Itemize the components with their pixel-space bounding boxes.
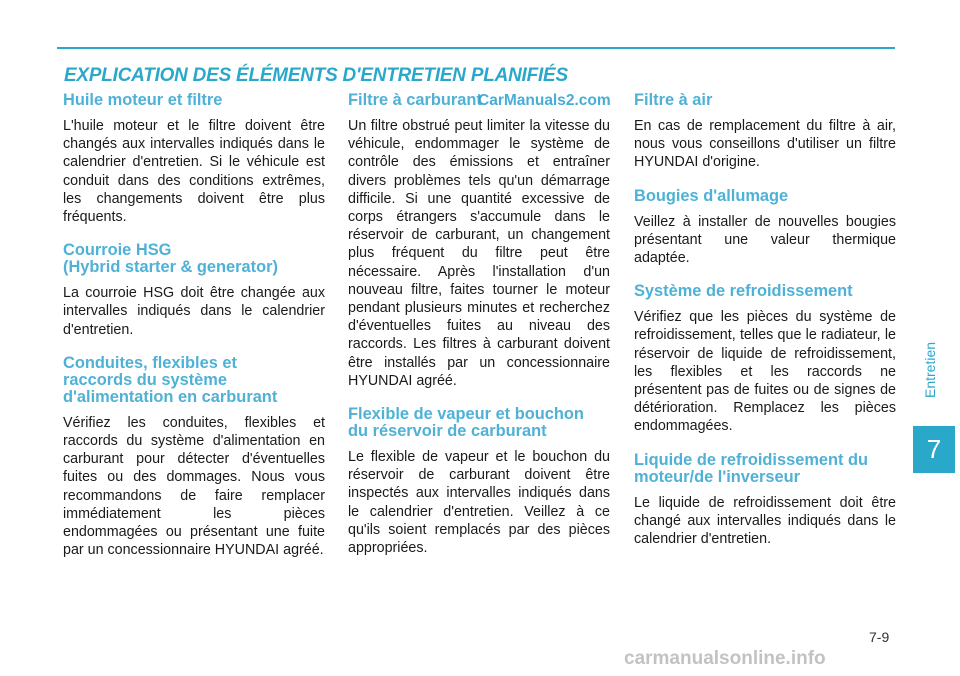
- section-body: La courroie HSG doit être changée aux intervalles indiqués dans le calendrier d'entretien.: [63, 285, 325, 338]
- section-title: Bougies d'allumage: [634, 186, 789, 205]
- section-body: Le flexible de vapeur et le bouchon du réservoir de carburant doivent être inspectés aux intervalles indiqués dans le calendrier d'entretien. Veillez à ce qu'ils soient remplacés par des pièces appropriées.: [348, 449, 610, 557]
- text-column-2: [348, 92, 610, 573]
- section-fuel-lines: [63, 355, 325, 560]
- section-oil-filter: [63, 92, 325, 226]
- section-cooling-system: [634, 283, 896, 435]
- section-coolant: [634, 452, 896, 549]
- section-spark-plugs: [634, 188, 896, 268]
- section-title: Liquide de refroidissement du moteur/de l'inverseur: [634, 450, 869, 486]
- section-body: Un filtre obstrué peut limiter la vitesse du véhicule, endommager le système de contrôle des émissions et entraîner divers problèmes tels qu'un démarrage difficile. Si une quantité excessive de corps étrangers s'accumule dans le réservoir de carburant, un changement plus fréquent du filtre peut être nécessaire. Après l'installation d'un nouveau filtre, faites tourner le moteur pendant plusieurs minutes et recherchez d'éventuelles fuites au niveau des raccords. Les filtres à carburant doivent être installés par un concessionnaire HYUNDAI agréé.: [348, 118, 610, 389]
- watermark-carmanualsonline: carmanualsonline.info: [624, 648, 826, 669]
- section-body: En cas de remplacement du filtre à air, nous vous conseillons d'utiliser un filtre HYUNDAI d'origine.: [634, 118, 896, 171]
- watermark-carmanuals2: CarManuals2.com: [478, 92, 611, 109]
- section-title: Courroie HSG (Hybrid starter & generator): [63, 241, 278, 277]
- section-title: Flexible de vapeur et bouchon du réservoir de carburant: [348, 405, 584, 441]
- section-body: Vérifiez que les pièces du système de refroidissement, telles que le radiateur, le réservoir de liquide de refroidissement, les flexibles et les raccords ne présentent pas de fuites ou de signes de détérioration. Remplacez les pièces endommagées.: [634, 309, 896, 435]
- text-column-1: [63, 92, 325, 575]
- section-vapor-hose: [348, 406, 610, 557]
- chapter-side-label: Entretien: [922, 341, 938, 399]
- section-title: Filtre à carburant: [348, 91, 482, 109]
- chapter-number-badge: 7: [913, 426, 955, 473]
- section-fuel-filter: [348, 92, 610, 390]
- section-title: Conduites, flexibles et raccords du système d'alimentation en carburant: [63, 353, 278, 406]
- page-title: EXPLICATION DES ÉLÉMENTS D'ENTRETIEN PLANIFIÉS: [64, 64, 568, 86]
- section-body: Vérifiez les conduites, flexibles et raccords du système d'alimentation en carburant pour détecter d'éventuelles fuites ou des dommages. Nous vous recommandons de faire remplacer immédiatement les pièces endommagées ou présentant une fuite par un concessionnaire HYUNDAI agréé.: [63, 414, 325, 559]
- section-title: Système de refroidissement: [634, 282, 853, 301]
- section-title: Filtre à air: [634, 91, 713, 109]
- section-air-filter: [634, 92, 896, 172]
- header-rule: [57, 47, 895, 49]
- section-body: L'huile moteur et le filtre doivent être changés aux intervalles indiqués dans le calendrier d'entretien. Si le véhicule est conduit dans des conditions extrêmes, les changements doivent être plus fréquents.: [63, 118, 325, 226]
- section-body: Veillez à installer de nouvelles bougies présentant une valeur thermique adaptée.: [634, 213, 896, 267]
- section-body: Le liquide de refroidissement doit être changé aux intervalles indiqués dans le calendrier d'entretien.: [634, 494, 896, 548]
- page-number: 7-9: [869, 629, 890, 645]
- section-title: Huile moteur et filtre: [63, 91, 223, 109]
- text-column-3: [634, 92, 896, 564]
- section-hsg-belt: [63, 242, 325, 339]
